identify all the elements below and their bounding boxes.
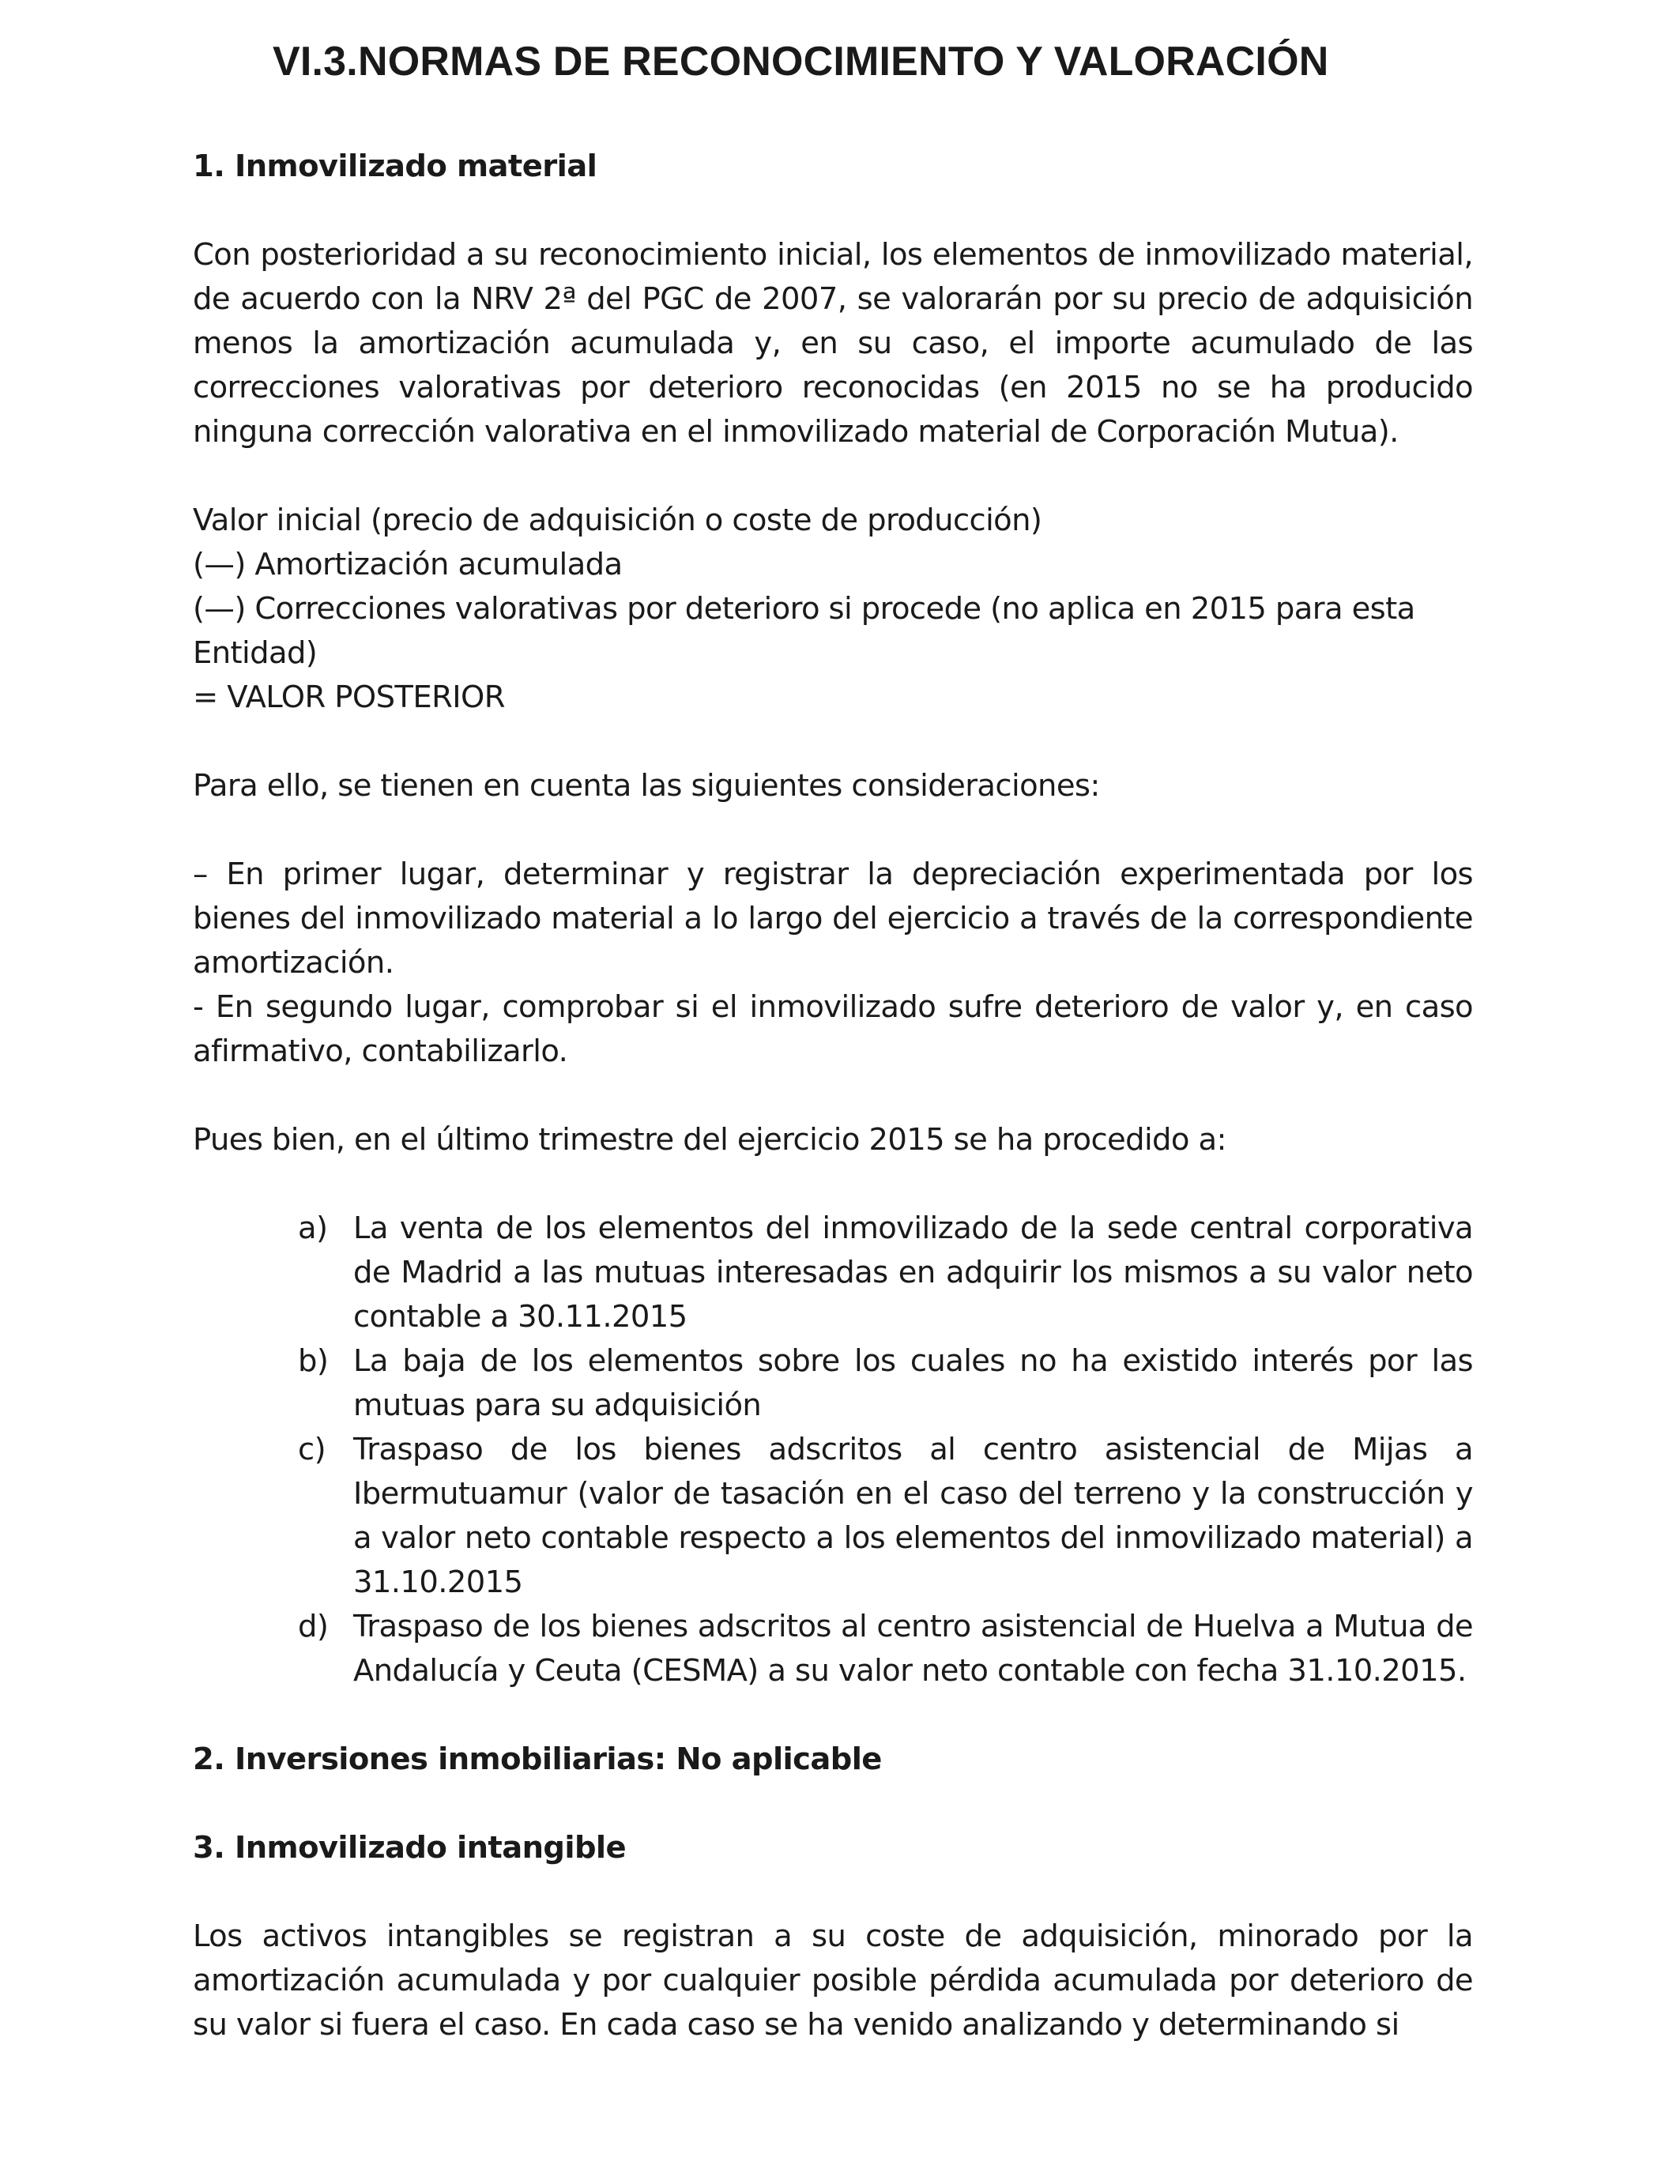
spacer xyxy=(193,1870,1473,1915)
spacer xyxy=(193,1782,1473,1826)
actions-list xyxy=(193,1207,1473,1693)
considerations-intro: Para ello, se tienen en cuenta las siguientes consideraciones: xyxy=(193,768,1100,804)
list-item xyxy=(193,1428,1473,1605)
list-item-text: Traspaso de los bienes adscritos al centro asistencial de Mijas a Ibermutuamur (valor de tasación en el caso del terreno y la construcción y a valor neto contable respecto a los elementos del inmovilizado material) a 31.10.2015 xyxy=(353,1432,1473,1600)
spacer xyxy=(193,1693,1473,1738)
formula-line-result: = VALOR POSTERIOR xyxy=(193,680,505,715)
formula-line-impairment: (—) Correcciones valorativas por deterioro si procede (no aplica en 2015 para esta Entidad) xyxy=(193,591,1415,671)
list-item-marker: a) xyxy=(298,1211,328,1246)
list-item-marker: b) xyxy=(298,1343,329,1379)
list-item-marker: c) xyxy=(298,1432,326,1467)
spacer xyxy=(193,808,1473,853)
list-item-text: Traspaso de los bienes adscritos al centro asistencial de Huelva a Mutua de Andalucía y Ceuta (CESMA) a su valor neto contable con fecha 31.10.2015. xyxy=(353,1609,1473,1689)
list-item xyxy=(193,1339,1473,1428)
spacer xyxy=(193,1074,1473,1118)
section-2-heading: 2. Inversiones inmobiliarias: No aplicable xyxy=(193,1742,882,1777)
page-title: VI.3.NORMAS DE RECONOCIMIENTO Y VALORACIÓN xyxy=(273,39,1329,85)
consideration-item-1: – En primer lugar, determinar y registrar la depreciación experimentada por los bienes del inmovilizado material a lo largo del ejercicio a través de la correspondiente amortización. xyxy=(193,857,1473,981)
section-3-paragraph: Los activos intangibles se registran a su coste de adquisición, minorado por la amortización acumulada y por cualquier posible pérdida acumulada por deterioro de su valor si fuera el caso. En cada caso se ha venido analizando y determinando si xyxy=(193,1919,1473,2043)
valuation-formula xyxy=(193,499,1473,720)
formula-line-amortization: (—) Amortización acumulada xyxy=(193,547,623,582)
list-item-text: La baja de los elementos sobre los cuales no ha existido interés por las mutuas para su adquisición xyxy=(353,1343,1473,1423)
document-body xyxy=(193,145,1473,2047)
section-1-paragraph: Con posterioridad a su reconocimiento inicial, los elementos de inmovilizado material, de acuerdo con la NRV 2ª del PGC de 2007, se valorarán por su precio de adquisición menos la amortización acumulada y, en su caso, el importe acumulado de las correcciones valorativas por deterioro reconocidas (en 2015 no se ha producido ninguna corrección valorativa en el inmovilizado material de Corporación Mutua). xyxy=(193,237,1473,450)
list-item-text: La venta de los elementos del inmovilizado de la sede central corporativa de Madrid a las mutuas interesadas en adquirir los mismos a su valor neto contable a 30.11.2015 xyxy=(353,1211,1473,1335)
list-item-marker: d) xyxy=(298,1609,329,1644)
section-1-heading: 1. Inmovilizado material xyxy=(193,149,597,184)
list-intro: Pues bien, en el último trimestre del ejercicio 2015 se ha procedido a: xyxy=(193,1122,1226,1158)
spacer xyxy=(193,189,1473,233)
consideration-item-2: - En segundo lugar, comprobar si el inmovilizado sufre deterioro de valor y, en caso afirmativo, contabilizarlo. xyxy=(193,989,1473,1069)
section-3-heading: 3. Inmovilizado intangible xyxy=(193,1830,627,1866)
formula-line-initial-value: Valor inicial (precio de adquisición o coste de producción) xyxy=(193,503,1042,538)
list-item xyxy=(193,1605,1473,1693)
spacer xyxy=(193,1162,1473,1207)
list-item xyxy=(193,1207,1473,1339)
spacer xyxy=(193,720,1473,764)
spacer xyxy=(193,454,1473,499)
